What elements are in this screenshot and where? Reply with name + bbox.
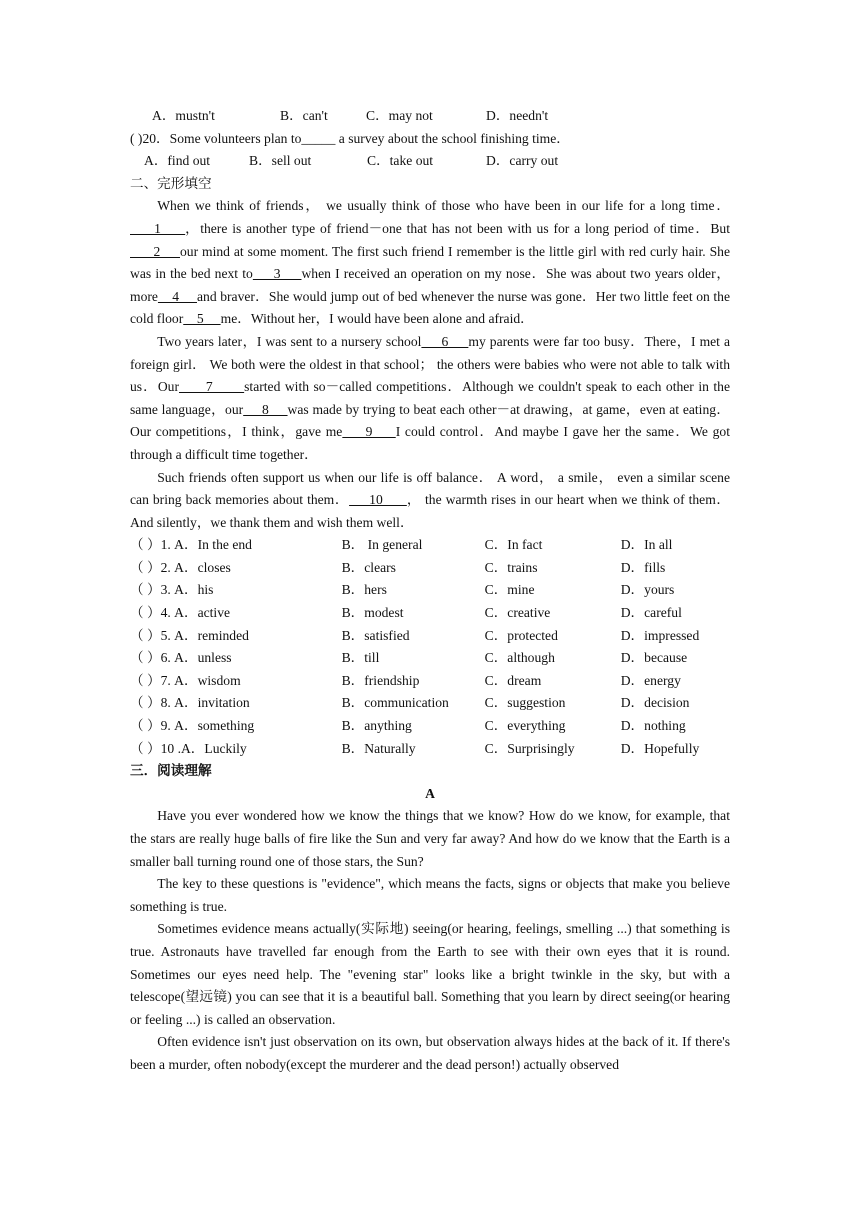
- choice-option-d: D．decision: [620, 695, 690, 711]
- reading-paragraph: The key to these questions is "evidence", which means the facts, signs or objects that make you believe something is true.: [130, 876, 730, 914]
- cloze-blank: 8: [243, 401, 288, 417]
- passage-text: started with so－called competitions．Although we couldn't speak to each other in the same language，our: [130, 379, 730, 417]
- choice-option-c: C．everything: [484, 718, 566, 734]
- passage-text: when I received an operation on my nose．She was about two years older，more: [130, 266, 730, 304]
- exam-page: [130, 105, 730, 1077]
- choice-option-num: （ ）8. A．invitation: [130, 695, 250, 711]
- q20-option-a: A．find out: [144, 153, 211, 169]
- passage-text: and braver．She would jump out of bed whenever the nurse was gone．Her two little feet on the cold floor: [130, 288, 730, 327]
- cloze-paragraph-2: [130, 331, 730, 467]
- choice-option-c: C．In fact: [484, 537, 543, 553]
- choice-row: [130, 692, 730, 715]
- choice-option-c: C．suggestion: [484, 695, 566, 711]
- q19-option-c: C．may not: [366, 108, 433, 123]
- choice-option-c: C．creative: [484, 605, 551, 621]
- choice-option-num: （ ）2. A．closes: [130, 559, 231, 575]
- reading-part-label: A: [425, 785, 435, 801]
- choice-option-d: D．Hopefully: [620, 740, 700, 756]
- cloze-blank: 2: [130, 243, 180, 259]
- cloze-paragraph-1: [130, 195, 730, 331]
- choice-row: [130, 715, 730, 738]
- choice-row: [130, 647, 730, 670]
- cloze-blank: 6: [421, 333, 469, 349]
- choice-row: [130, 602, 730, 625]
- choice-option-num: （ ）3. A．his: [130, 582, 214, 598]
- question-19-options: [130, 105, 730, 128]
- choice-option-d: D．In all: [620, 537, 673, 553]
- choice-option-num: （ ）9. A．something: [130, 718, 255, 734]
- section-reading-title: 三．阅读理解: [130, 763, 212, 780]
- reading-paragraph: Often evidence isn't just observation on its own, but observation always hides at the back of it. If there's been a murder, often nobody(except the murderer and the dead person!) actually observed: [130, 1034, 730, 1072]
- cloze-blank: 10: [349, 492, 407, 508]
- choice-option-c: C．dream: [484, 672, 542, 688]
- q20-stem-end: a survey about the school finishing time．: [335, 130, 570, 146]
- choice-option-b: B．communication: [341, 695, 449, 711]
- question-20-options: [130, 150, 730, 173]
- passage-text: I could control．And maybe I gave her the same．We got through a difficult time together．: [130, 424, 730, 462]
- choice-option-c: C．protected: [484, 627, 558, 643]
- choice-option-d: D．impressed: [620, 627, 700, 643]
- passage-text: was made by trying to beat each other－at drawing，at game，even at eating．Our competitions，I think，gave me: [130, 401, 731, 440]
- section-cloze-title: 二、完形填空: [130, 175, 212, 192]
- cloze-blank: 7: [179, 379, 245, 395]
- cloze-blank: 1: [130, 220, 186, 236]
- choice-option-num: （ ）10 .A．Luckily: [130, 740, 247, 756]
- reading-passage: [130, 805, 730, 1076]
- q20-option-d: D．carry out: [486, 153, 559, 169]
- choice-row: [130, 579, 730, 602]
- choice-option-b: B．anything: [341, 718, 412, 734]
- choice-option-d: D．fills: [620, 559, 666, 575]
- choice-row: [130, 557, 730, 580]
- cloze-paragraph-3: [130, 467, 730, 535]
- choice-option-d: D．energy: [620, 672, 681, 688]
- passage-text: ， the warmth rises in our heart when we think of them．And silently，we thank them and wish them well．: [130, 492, 730, 530]
- passage-text: our mind at some moment. The first such friend I remember is the little girl with red curly hair. She was in the bed next to: [130, 243, 730, 282]
- choice-option-c: C．mine: [484, 582, 535, 598]
- question-20: [130, 128, 730, 151]
- cloze-blank: 4: [157, 288, 197, 304]
- choice-option-num: （ ）5. A．reminded: [130, 627, 249, 643]
- cloze-blank: 3: [252, 266, 302, 282]
- passage-text: When we think of friends， we usually think of those who have been in our life for a long time．: [157, 198, 730, 214]
- choice-option-num: （ ）6. A．unless: [130, 650, 232, 666]
- choice-option-b: B．till: [341, 650, 380, 666]
- q19-option-a: A．mustn't: [152, 108, 215, 123]
- choice-option-b: B．friendship: [341, 672, 420, 688]
- passage-text: ，there is another type of friend－one that has not been with us for a long period of time．But: [185, 220, 731, 236]
- choice-row: [130, 670, 730, 693]
- q20-option-c: C．take out: [367, 153, 434, 169]
- choice-option-d: D．careful: [620, 605, 682, 621]
- choice-row: [130, 625, 730, 648]
- passage-text: my parents were far too busy．There，I met a foreign girl． We both were the oldest in that school； the others were babies who were not able to talk with us．Our: [130, 333, 731, 395]
- choice-option-b: B．satisfied: [341, 627, 410, 643]
- choice-option-b: B．hers: [341, 582, 387, 598]
- cloze-blank: 5: [183, 311, 221, 327]
- reading-paragraph: Have you ever wondered how we know the things that we know? How do we know, for example, that the stars are really huge balls of fire like the Sun and very far away? And how do we know that the Earth is a smaller ball turning round one of those stars, the Sun?: [130, 808, 730, 869]
- choice-option-num: （ ）7. A．wisdom: [130, 672, 241, 688]
- choice-option-c: C．Surprisingly: [484, 740, 575, 756]
- choice-option-d: D．yours: [620, 582, 675, 598]
- choice-option-c: C．although: [484, 650, 555, 666]
- choice-option-d: D．nothing: [620, 718, 686, 734]
- q20-stem: ( )20．Some volunteers plan to: [130, 130, 302, 146]
- choice-option-num: （ ）1. A．In the end: [130, 537, 252, 553]
- passage-text: Two years later，I was sent to a nursery school: [157, 333, 422, 349]
- q19-option-d: D．needn't: [486, 108, 549, 123]
- choice-option-num: （ ）4. A．active: [130, 605, 231, 621]
- cloze-choices: [130, 534, 730, 760]
- choice-option-d: D．because: [620, 650, 688, 666]
- q20-option-b: B．sell out: [249, 153, 312, 169]
- choice-option-c: C．trains: [484, 559, 538, 575]
- reading-paragraph: Sometimes evidence means actually(实际地) seeing(or hearing, feelings, smelling ...) that something is true. Astronauts have travelled far enough from the Earth to see with their own eyes that it is round. Sometimes our eyes need help. The "evening star" looks like a bright twinkle in the sky, but with a telescope(望远镜) you can see that it is a beautiful ball. Something that you learn by direct seeing(or hearing or feeling ...) is called an observation.: [130, 921, 730, 1027]
- q20-blank: _____: [301, 130, 336, 146]
- choice-option-b: B．modest: [341, 605, 404, 621]
- q19-option-b: B．can't: [280, 108, 328, 123]
- choice-row: [130, 738, 730, 761]
- passage-text: Such friends often support us when our life is off balance． A word， a smile， even a similar scene can bring back memories about them．: [130, 469, 730, 508]
- choice-option-b: B． In general: [341, 537, 423, 553]
- cloze-blank: 9: [342, 424, 396, 440]
- passage-text: me．Without her，I would have been alone and afraid．: [220, 311, 534, 327]
- choice-option-b: B．clears: [341, 559, 396, 575]
- choice-option-b: B．Naturally: [341, 740, 416, 756]
- choice-row: [130, 534, 730, 557]
